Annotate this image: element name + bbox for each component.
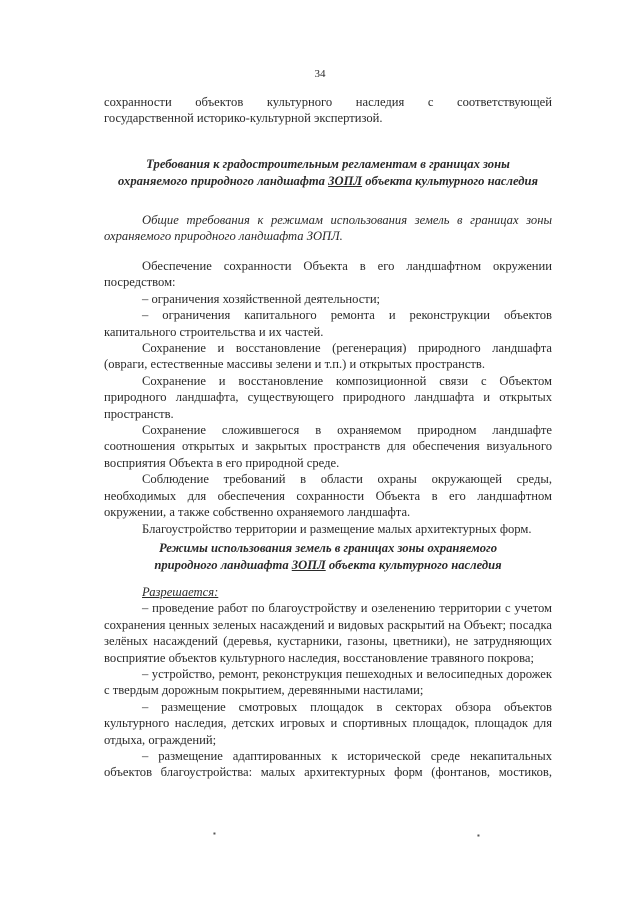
heading-land-use-pre: природного ландшафта: [154, 558, 292, 572]
allowed-section: [104, 584, 552, 781]
general-requirements: [104, 212, 552, 245]
general-requirements-line-1: Общие требования к режимам использования земель в границах зоны: [142, 213, 552, 227]
heading-regulations-line-2: [104, 173, 552, 190]
body-paragraph: Сохранение сложившегося в охраняемом природном ландшафте соотношения открытых и закрытых пространств для обеспечения визуального восприятия Объекта в его природной среде.: [104, 423, 552, 470]
heading-regulations-post: объекта культурного наследия: [362, 174, 538, 188]
body-paragraph: – ограничения капитального ремонта и реконструкции объектов капитального строительства и их частей.: [104, 308, 552, 339]
allowed-item: – проведение работ по благоустройству и озеленению территории с учетом сохранения ценных зеленых насаждений и видовых раскрытий на Объект; посадка зелёных насаждений (деревья, кустарники, газоны, цветники), не затрудняющих восприятие объектов культурного наследия, восстановление травяного покрова;: [104, 601, 552, 665]
allowed-label: Разрешается:: [142, 585, 219, 599]
heading-regulations-pre: охраняемого природного ландшафта: [118, 174, 329, 188]
scan-speck: ▪: [477, 831, 480, 840]
heading-land-use-abbr: ЗОПЛ: [291, 558, 326, 572]
body-paragraph: Сохранение и восстановление (регенерация) природного ландшафта (овраги, естественные массивы зелени и т.п.) и открытых пространств.: [104, 341, 552, 372]
allowed-item: – устройство, ремонт, реконструкция пешеходных и велосипедных дорожек с твердым дорожным покрытием, деревянными настилами;: [104, 667, 552, 698]
intro-line-1: сохранности объектов культурного наследия с соответствующей: [104, 95, 552, 109]
requirements-body: [104, 258, 552, 537]
intro-paragraph: [104, 94, 552, 127]
heading-regulations: [104, 156, 552, 190]
body-paragraph: Благоустройство территории и размещение малых архитектурных форм.: [142, 521, 532, 536]
heading-regulations-line-1: Требования к градостроительным регламентам в границах зоны: [146, 157, 510, 171]
body-paragraph: Сохранение и восстановление композиционной связи с Объектом природного ландшафта, существующего природного ландшафта и открытых пространств.: [104, 373, 552, 421]
page-number: 34: [314, 68, 326, 80]
general-requirements-line-2: охраняемого природного ландшафта ЗОПЛ.: [104, 229, 343, 244]
body-paragraph: Соблюдение требований в области охраны окружающей среды, необходимых для обеспечения сохранности Объекта в его ландшафтном окружении, а также собственно охраняемого ландшафта.: [104, 472, 552, 520]
body-paragraph: – ограничения хозяйственной деятельности;: [142, 291, 381, 306]
heading-land-use-post: объекта культурного наследия: [325, 558, 502, 572]
allowed-item: – размещение адаптированных к исторической среде некапитальных объектов благоустройства: малых архитектурных форм (фонтанов, мостиков,: [104, 749, 552, 780]
allowed-label-line: [104, 584, 552, 600]
heading-land-use-line-2: [104, 557, 552, 574]
heading-regulations-abbr: ЗОПЛ: [328, 174, 363, 188]
scan-speck: ▪: [213, 829, 216, 838]
allowed-item: – размещение смотровых площадок в секторах обзора объектов культурного наследия, детских игровых и спортивных площадок, площадок для отдыха, ограждений;: [104, 699, 552, 747]
intro-line-2: государственной историко-культурной экспертизой.: [104, 111, 383, 126]
heading-land-use-line-1: Режимы использования земель в границах зоны охраняемого: [158, 541, 498, 555]
body-paragraph: Обеспечение сохранности Объекта в его ландшафтном окружении посредством:: [104, 259, 552, 290]
heading-land-use: [104, 540, 552, 574]
